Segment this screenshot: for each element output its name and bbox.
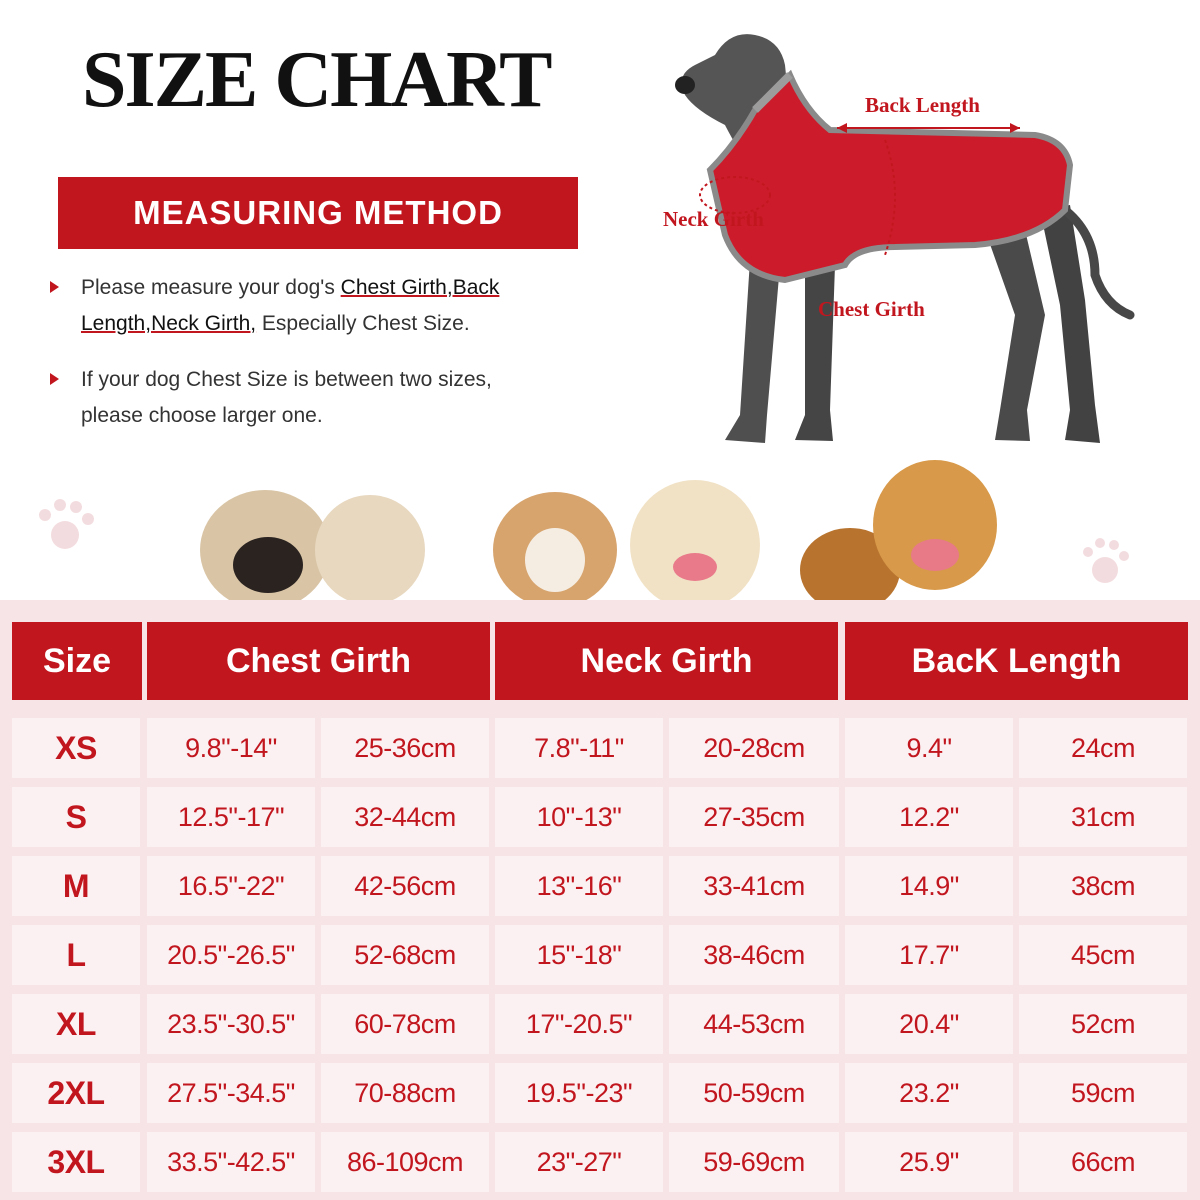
chest-girth-cm-cell: 70-88cm bbox=[321, 1063, 489, 1123]
neck-girth-cm-cell: 59-69cm bbox=[669, 1132, 839, 1192]
pug-photo bbox=[200, 490, 425, 605]
neck-girth-cm-cell: 20-28cm bbox=[669, 718, 839, 778]
back-length-cm-cell: 24cm bbox=[1019, 718, 1187, 778]
back-length-inch-cell: 14.9" bbox=[845, 856, 1013, 916]
header-chest-girth: Chest Girth bbox=[147, 622, 490, 700]
header-neck-girth: Neck Girth bbox=[495, 622, 838, 700]
size-cell: 3XL bbox=[12, 1132, 140, 1192]
paw-print-icon bbox=[39, 499, 94, 549]
back-length-cm-cell: 31cm bbox=[1019, 787, 1187, 847]
back-length-cm-cell: 45cm bbox=[1019, 925, 1187, 985]
golden-retriever-photo bbox=[800, 460, 997, 605]
chest-girth-cm-cell: 42-56cm bbox=[321, 856, 489, 916]
chest-girth-inch-cell: 16.5"-22" bbox=[147, 856, 315, 916]
measuring-method-banner bbox=[58, 177, 578, 249]
page-title: SIZE CHART bbox=[82, 36, 551, 124]
neck-girth-inch-cell: 10"-13" bbox=[495, 787, 663, 847]
neck-girth-cm-cell: 33-41cm bbox=[669, 856, 839, 916]
chest-girth-cm-cell: 86-109cm bbox=[321, 1132, 489, 1192]
neck-girth-inch-cell: 17"-20.5" bbox=[495, 994, 663, 1054]
chest-girth-inch-cell: 20.5"-26.5" bbox=[147, 925, 315, 985]
chest-girth-inch-cell: 9.8"-14" bbox=[147, 718, 315, 778]
back-length-inch-cell: 20.4" bbox=[845, 994, 1013, 1054]
paw-print-icon bbox=[1083, 538, 1129, 583]
back-length-cm-cell: 59cm bbox=[1019, 1063, 1187, 1123]
chest-girth-cm-cell: 32-44cm bbox=[321, 787, 489, 847]
back-length-inch-cell: 9.4" bbox=[845, 718, 1013, 778]
golden-puppy-photo bbox=[630, 480, 760, 605]
dog-measurement-diagram bbox=[655, 15, 1155, 455]
size-cell: XS bbox=[12, 718, 140, 778]
arrow-head-right-icon bbox=[1010, 123, 1020, 133]
back-length-label: Back Length bbox=[865, 93, 980, 117]
instruction-measurements-1: Chest Girth,Back bbox=[340, 276, 500, 299]
neck-girth-inch-cell: 19.5"-23" bbox=[495, 1063, 663, 1123]
header-back-length: BacK Length bbox=[845, 622, 1188, 700]
chest-girth-cm-cell: 25-36cm bbox=[321, 718, 489, 778]
neck-girth-inch-cell: 23"-27" bbox=[495, 1132, 663, 1192]
size-cell: 2XL bbox=[12, 1063, 140, 1123]
size-cell: S bbox=[12, 787, 140, 847]
neck-girth-inch-cell: 7.8"-11" bbox=[495, 718, 663, 778]
back-length-inch-cell: 17.7" bbox=[845, 925, 1013, 985]
neck-girth-cm-cell: 44-53cm bbox=[669, 994, 839, 1054]
back-length-cm-cell: 66cm bbox=[1019, 1132, 1187, 1192]
chest-girth-inch-cell: 33.5"-42.5" bbox=[147, 1132, 315, 1192]
back-length-inch-cell: 12.2" bbox=[845, 787, 1013, 847]
chest-girth-inch-cell: 23.5"-30.5" bbox=[147, 994, 315, 1054]
neck-girth-cm-cell: 38-46cm bbox=[669, 925, 839, 985]
dog-photos-row bbox=[0, 455, 1200, 605]
instruction-prefix: Please measure your dog's bbox=[81, 276, 341, 299]
back-length-cm-cell: 52cm bbox=[1019, 994, 1187, 1054]
instruction-measurements-2: Length,Neck Girth, bbox=[81, 312, 257, 335]
neck-girth-cm-cell: 27-35cm bbox=[669, 787, 839, 847]
shih-tzu-photo bbox=[493, 492, 617, 605]
back-length-inch-cell: 25.9" bbox=[845, 1132, 1013, 1192]
bullet-triangle-icon bbox=[50, 373, 59, 385]
chest-girth-label: Chest Girth bbox=[818, 297, 925, 321]
measure-instruction bbox=[50, 270, 590, 342]
size-cell: XL bbox=[12, 994, 140, 1054]
neck-girth-cm-cell: 50-59cm bbox=[669, 1063, 839, 1123]
size-cell: L bbox=[12, 925, 140, 985]
size-between-note bbox=[50, 362, 590, 434]
back-length-inch-cell: 23.2" bbox=[845, 1063, 1013, 1123]
bullet-triangle-icon bbox=[50, 281, 59, 293]
size-cell: M bbox=[12, 856, 140, 916]
chest-girth-inch-cell: 12.5"-17" bbox=[147, 787, 315, 847]
chest-girth-cm-cell: 52-68cm bbox=[321, 925, 489, 985]
note-line-1: If your dog Chest Size is between two sizes, bbox=[81, 368, 492, 391]
measuring-method-heading: MEASURING METHOD bbox=[133, 194, 503, 231]
neck-girth-inch-cell: 13"-16" bbox=[495, 856, 663, 916]
chest-girth-cm-cell: 60-78cm bbox=[321, 994, 489, 1054]
chest-girth-inch-cell: 27.5"-34.5" bbox=[147, 1063, 315, 1123]
back-length-cm-cell: 38cm bbox=[1019, 856, 1187, 916]
header-size: Size bbox=[12, 622, 142, 700]
note-line-2: please choose larger one. bbox=[81, 404, 323, 427]
neck-girth-label: Neck Girth bbox=[663, 207, 764, 231]
instruction-suffix: Especially Chest Size. bbox=[256, 312, 470, 335]
neck-girth-inch-cell: 15"-18" bbox=[495, 925, 663, 985]
